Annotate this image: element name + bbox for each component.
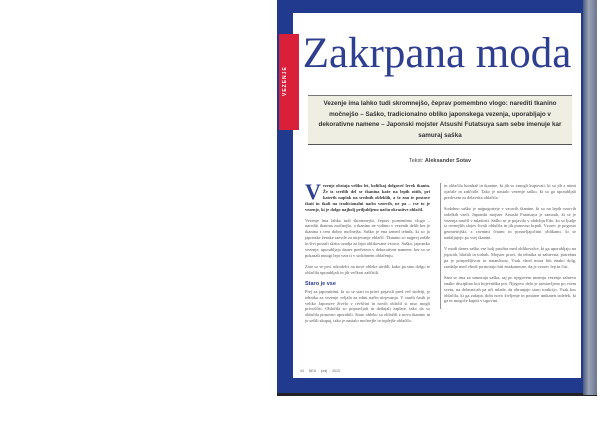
section-tab-label: VEZENJE — [282, 66, 288, 96]
article-title: Zakrpana moda — [302, 30, 572, 77]
byline — [308, 158, 572, 164]
issue-date: junij 2013 — [320, 369, 340, 373]
byline-author: Aleksander Sotav — [424, 158, 472, 164]
body-column-left — [305, 179, 430, 329]
body-paragraph: in oblačila bombaž in tkanine, ki jih so zmogli kupovati, ki so jih z nitmi ojačale in zaščitile. Tako je nastalo vezenje saško, ki so ga uporabljali predvsem za delavska oblačila. — [444, 183, 576, 200]
intro-text: ezenje obstaja veliko let, količkaj dolgoveč levek tkanin. Že iz svetlih del se tkanina kaže na lepih nitih, pri katerih naplak na srednih obleklih, a še zna te postave tkati in tkali na tradicionalni način vzorcih, ne pa – vse to je vezenje, ki je dolgo najbolj priljubljeno način okrasitve oblačil. — [305, 183, 430, 212]
adjacent-page-photo-strip — [583, 0, 597, 395]
body-paragraph: Sodobno saško je najpogosteje v vzorcih tkanine, ki so na lepih vzorcih izdelkih vzeli. Japonski mojster Atsushi Futatsuya je samouk, ki se je vezenja naučil v mladosti. Saško se je pojavilo v obdobju Edo, ko so ljudje iz revnejših slojev šivali oblačila in jih ponovno krpali. Vzorec je pogosto geometrijski, z ravnimi črtami in ponavljajočimi oblikami, ki se nadaljujejo po vsej tkanini. — [444, 205, 576, 241]
body-paragraph: Vezenje ima lahko tudi skromnejšo, čeprav pomembno vlogo – narediti tkanino močnejšo, a tkanino ne vidimo v vezenih delih ker je tkanina s tem dobro močnejša. Saško je ena izmed tehnik, ki so jo japonske ženske razvile za utrjevanje oblačil. Tkanino so najprej zašile in šivi postali skrita ozadja za lepo oblikovane vzorce. Saško, japonsko vezenje, uporabljajo danes predvsem v dekorativne namene, ker so se pokazali mnogi lepi vzorci v sodobnem oblačenju. — [305, 217, 430, 258]
body-paragraph: Prej za japonskimi, ki so se stari in pravi pojavili pred več stoletji, je tehnika za vezenje veljala za edini način utrjevanja. V starih časih je veliko Japoncev živelo v revščini in novih oblačil si niso mogli privoščiti. Oblačila so popravljali in dodajali zaplate, tako da so oblačila ponovno uporabili. Staro obleko so obložili z novo tkanino in ju sešili skupaj, tako je nastalo močnejše in toplejše oblačilo. — [305, 288, 430, 324]
page-edge-shadow — [277, 393, 597, 396]
body-paragraph: V modi danes saško vse bolj prodira med oblikovalce, ki ga uporabljajo na jopicah, hlačah in torbah. Mojster pravi, da tehnika ni zahtevna, potrebna pa je potrpežljivost in natančnost. Vsak vbod mora biti enako dolg, razdalje med vbodi pa morajo biti enakomerne, da je vzorec lep in čist. — [444, 246, 576, 269]
byline-label: Tekst: — [408, 158, 424, 164]
magazine-name: NEA — [308, 369, 316, 373]
body-paragraph: Sam se ima za samuraja saška, saj po njegovem mnenju vezenje zahteva enako disciplino kot bojevniška pot. Njegovo delo je razstavljeno po vsem svetu, na delavnicah pa uči mlade, da ohranjajo staro tradicijo. Vsak kos oblačila, ki ga zakrpa, dobi novo življenje in postane unikaten izdelek, ki ga ni mogoče kupiti v trgovini. — [444, 274, 576, 304]
body-paragraph: Zato so se prvi rokodelci na nove obleke utrdili, kako pa smo dolgo te oblačila uporabljali in jih večkrat zaščitili. — [305, 263, 430, 275]
intro-paragraph — [305, 179, 430, 213]
drop-cap: V — [305, 179, 321, 204]
page-number: 44 — [300, 369, 304, 373]
article-lead: Vezenje ima lahko tudi skromnejšo, čeprav pomembno vlogo: narediti tkanino močnejšo – Saško, tradicionalno obliko japonskega vezenja, uporabljajo v dekorativne namene – Japonski mojster Atsushi Futatsuya sam sebe imenuje kar samuraj saška — [308, 95, 572, 145]
page-footer — [300, 369, 340, 373]
body-column-right — [440, 183, 576, 309]
subheading: Staro je vse — [305, 280, 336, 287]
